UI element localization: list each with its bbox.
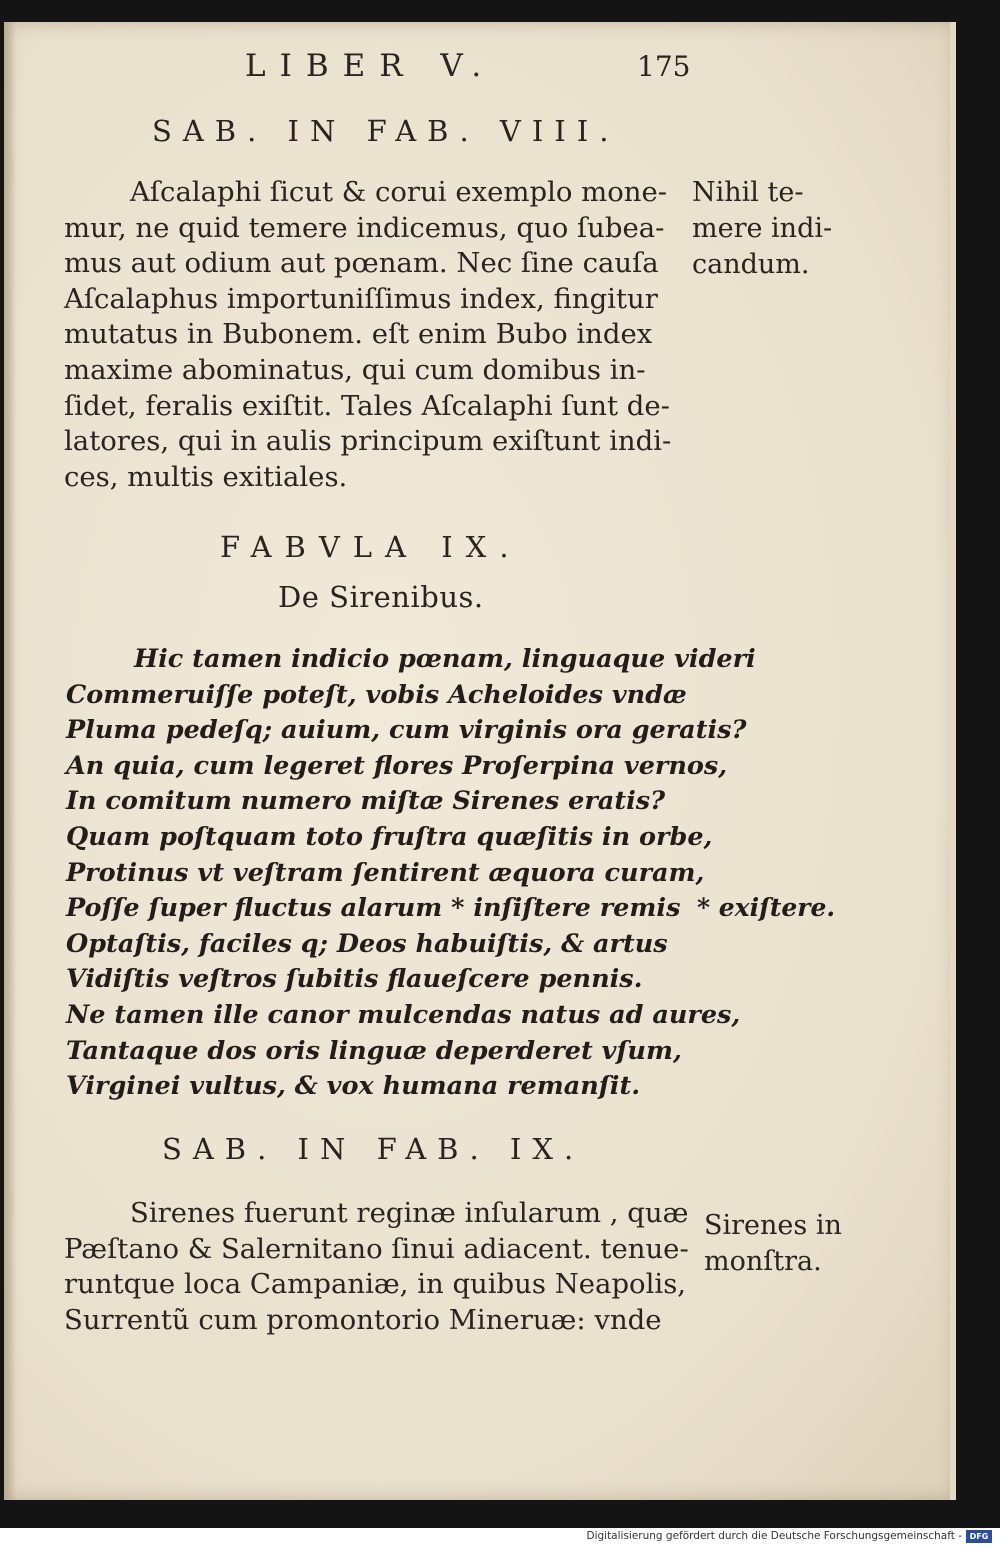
paragraph-line: Aſcalaphi ſicut & corui exemplo mone- <box>130 176 668 208</box>
verse-line: In comitum numero miſtæ Sirenes eratis? <box>66 786 666 817</box>
paragraph-line: runtque loca Campaniæ, in quibus Neapolis, <box>64 1268 687 1301</box>
running-head: LIBER V. <box>245 48 496 84</box>
paragraph-line: mur, ne quid temere indicemus, quo ſubea- <box>64 211 665 244</box>
marginal-line: monſtra. <box>704 1246 822 1277</box>
paragraph-line: Sirenes fuerunt reginæ inſularum , quæ <box>130 1197 689 1229</box>
verse-line: Poſſe ſuper fluctus alarum * inſiſtere remis <box>66 893 681 924</box>
verse-footnote: * exiſtere. <box>697 893 836 922</box>
page-number: 175 <box>637 50 691 83</box>
funding-credit: Digitalisierung gefördert durch die Deutsche Forschungsgemeinschaft - <box>586 1530 962 1542</box>
marginal-line: Sirenes in <box>704 1210 842 1241</box>
marginal-line: mere indi- <box>692 213 833 244</box>
commentary-9-paragraph <box>64 1196 689 1338</box>
paragraph-line: Aſcalaphus importuniſſimus index, fingitur <box>64 282 658 315</box>
verse-block <box>66 642 756 1105</box>
paragraph-line: Pæſtano & Salernitano ſinui adiacent. tenue- <box>64 1232 689 1265</box>
paragraph-line: mus aut odium aut pœnam. Nec ſine cauſa <box>64 247 659 280</box>
verse-line: An quia, cum legeret flores Proſerpina vernos, <box>66 750 728 781</box>
verse-line: Vidiſtis veſtros ſubitis flaueſcere pennis. <box>66 964 643 995</box>
verse-line: Virginei vultus, & vox humana remanſit. <box>66 1071 641 1102</box>
marginal-line: Nihil te- <box>692 177 804 208</box>
verse-line: Ne tamen ille canor mulcendas natus ad aures, <box>66 999 741 1030</box>
verse-line: Pluma pedeſq; auium, cum virginis ora geratis? <box>66 715 747 746</box>
page-edge <box>950 22 956 1500</box>
commentary-8-paragraph <box>64 175 671 495</box>
paragraph-line: latores, qui in aulis principum exiſtunt indi- <box>64 425 672 458</box>
section-heading-commentary-9: SAB. IN FAB. IX. <box>162 1132 585 1166</box>
paragraph-line: ces, multis exitiales. <box>64 460 348 493</box>
section-heading-commentary-8: SAB. IN FAB. VIII. <box>152 114 620 148</box>
fabula-subtitle: De Sirenibus. <box>278 580 484 614</box>
verse-line: Quam poſtquam toto fruſtra quæſitis in orbe, <box>66 821 713 852</box>
marginal-line: candum. <box>692 249 810 280</box>
marginal-note-nihil-temere <box>692 175 832 283</box>
paragraph-line: ſidet, feralis exiſtit. Tales Aſcalaphi ſunt de- <box>64 389 670 422</box>
page-gutter-shadow <box>4 22 16 1500</box>
paragraph-line: mutatus in Bubonem. eſt enim Bubo index <box>64 318 653 351</box>
paragraph-line: maxime abominatus, qui cum domibus in- <box>64 353 646 386</box>
dfg-logo: DFG <box>966 1530 992 1543</box>
verse-line: Optaſtis, faciles q; Deos habuiſtis, & artus <box>66 928 668 959</box>
marginal-note-sirenes <box>704 1208 842 1280</box>
verse-line: Tantaque dos oris linguæ deperderet vſum, <box>66 1035 682 1066</box>
paragraph-line: Surrentũ cum promontorio Mineruæ: vnde <box>64 1303 662 1336</box>
fabula-title: FABVLA IX. <box>220 530 522 564</box>
verse-line: Commeruiſſe poteſt, vobis Acheloides vndæ <box>66 679 687 710</box>
verse-line: Protinus vt veſtram ſentirent æquora curam, <box>66 857 705 888</box>
verse-line: Hic tamen indicio pœnam, linguaque videri <box>134 644 756 674</box>
